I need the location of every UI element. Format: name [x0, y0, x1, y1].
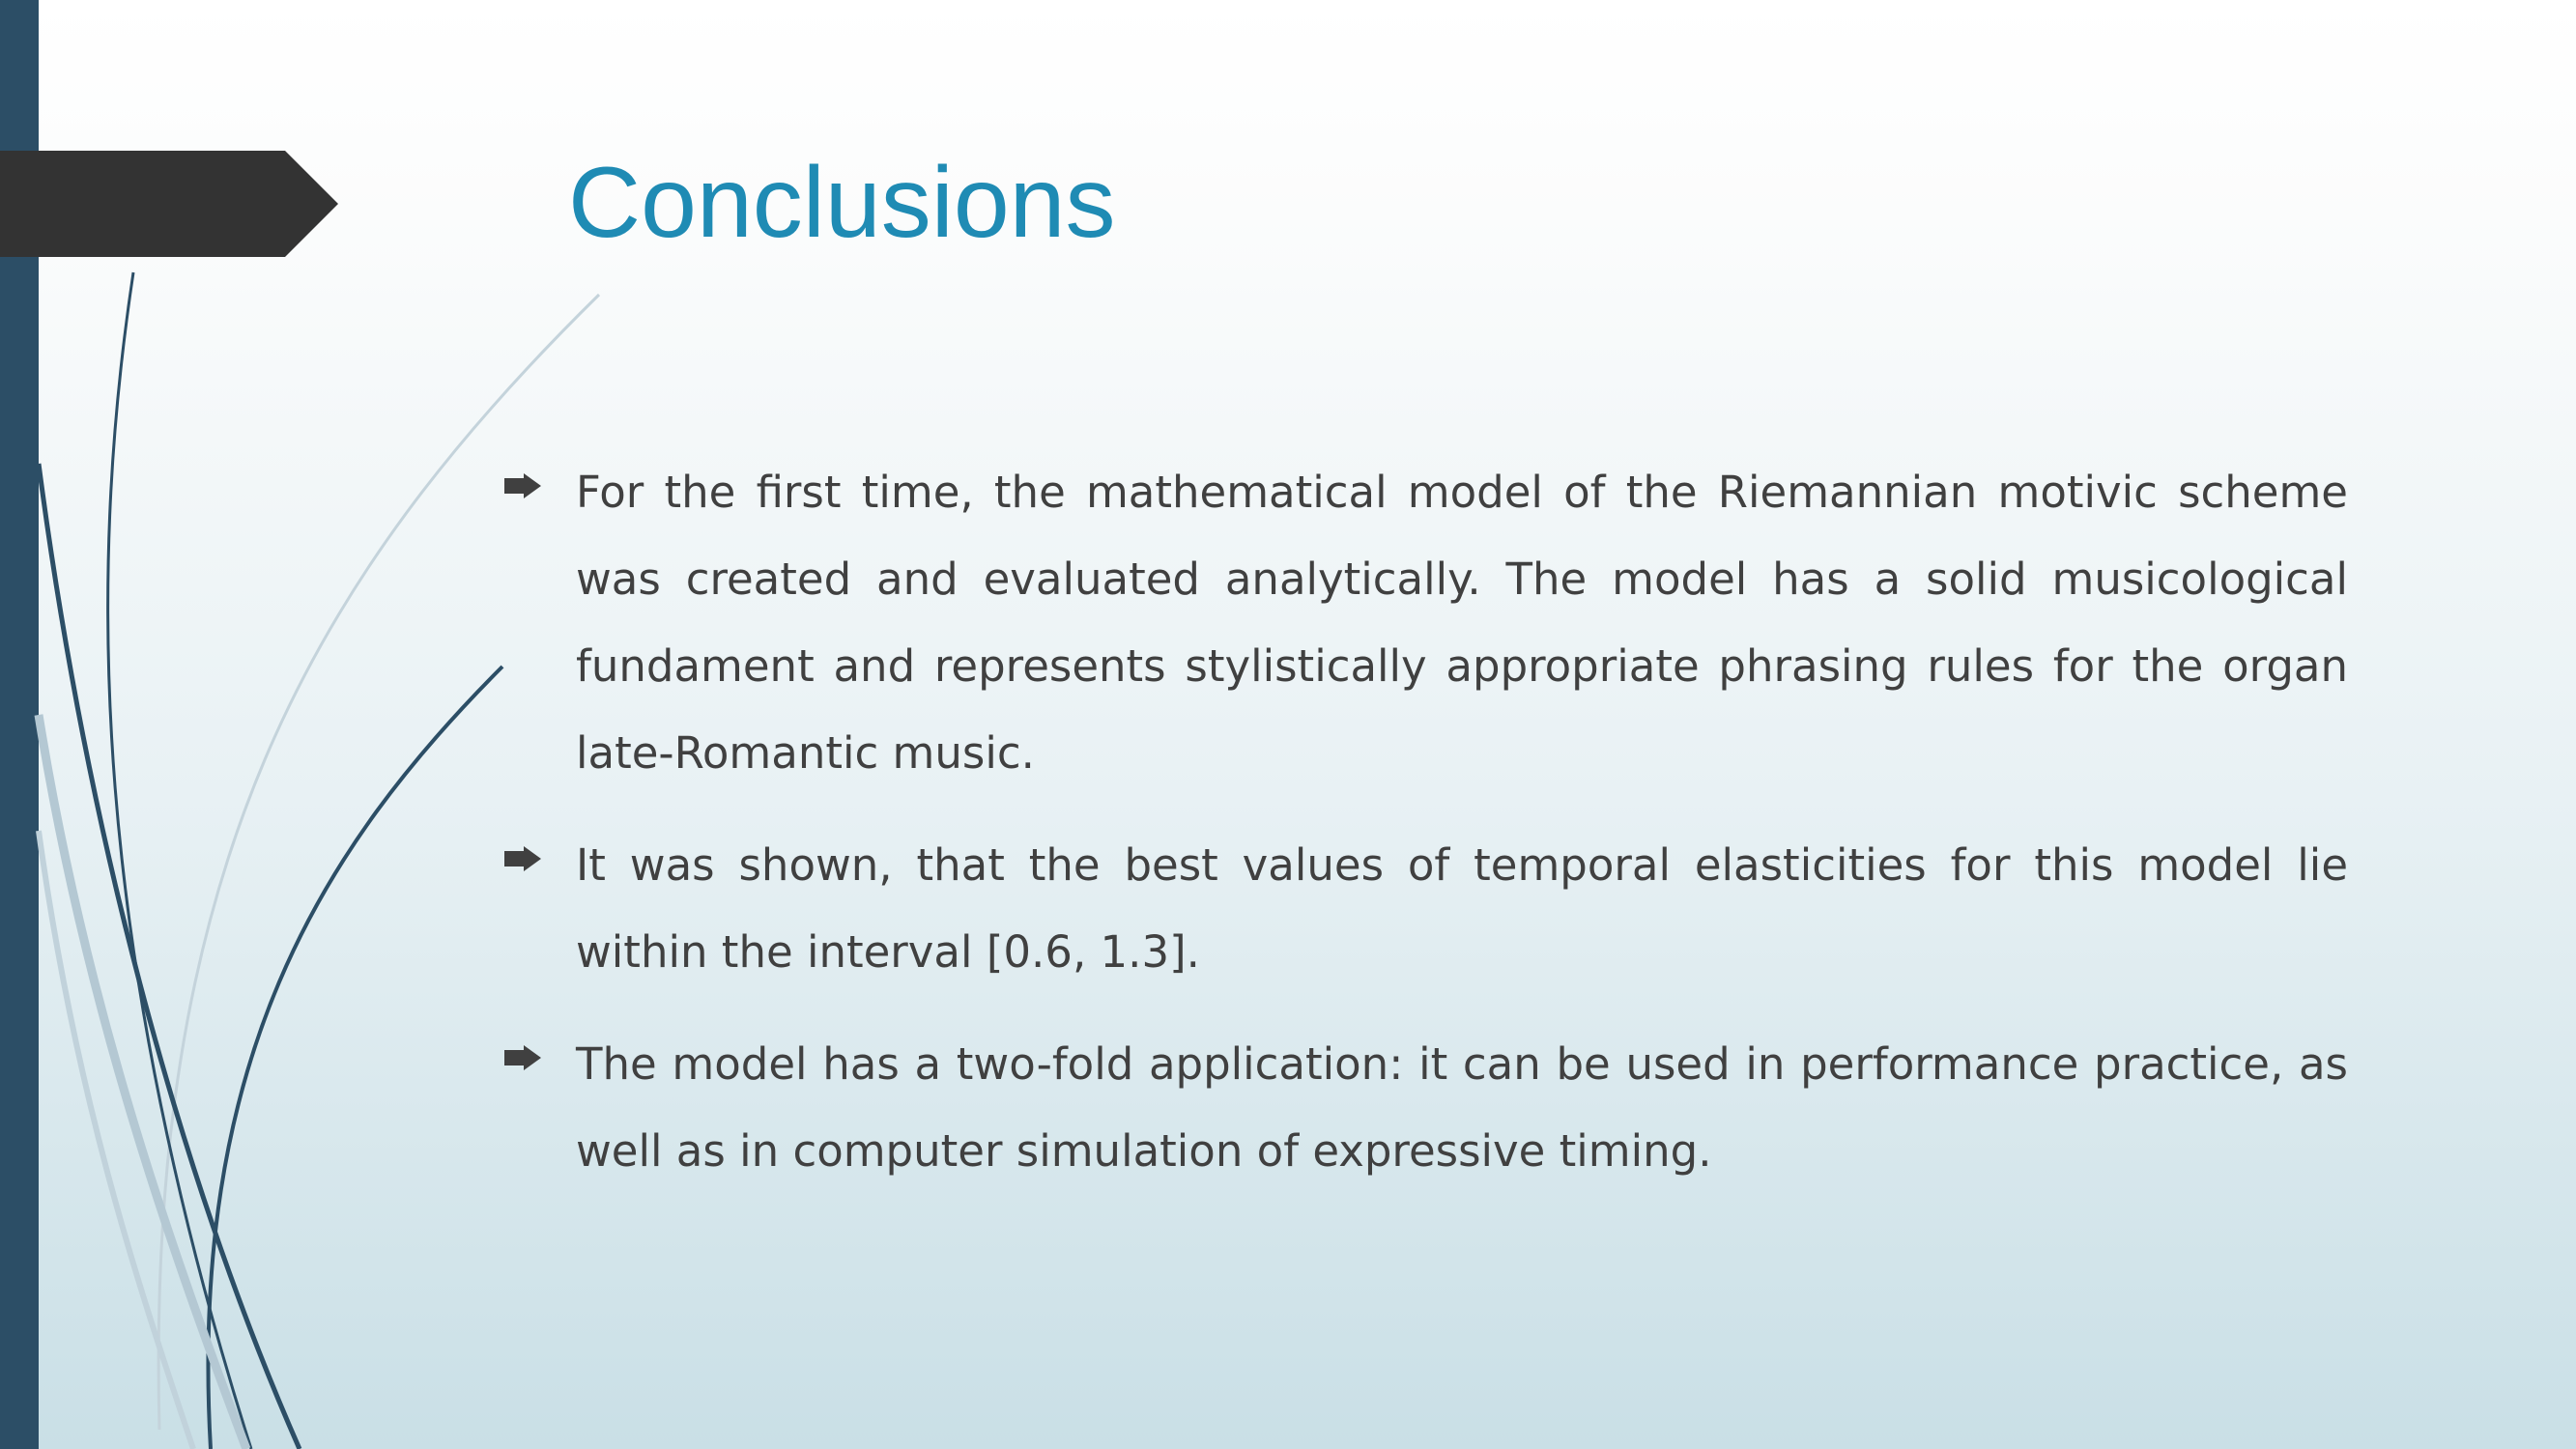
bullet-list [502, 449, 2348, 1220]
bullet-text: For the first time, the mathematical model of the Riemannian motivic scheme was created and evaluated analytically. The model has a solid musicological fundament and represents stylistically appropriate phrasing rules for the organ late-Romantic music. [576, 467, 2348, 779]
arrow-right-icon [502, 845, 543, 872]
arrow-right-icon [502, 1044, 543, 1071]
bullet-item [502, 822, 2348, 996]
title-tab-shape [0, 151, 338, 257]
arrow-right-icon [502, 472, 543, 499]
slide-title: Conclusions [568, 147, 1116, 259]
bullet-text: The model has a two-fold application: it can be used in performance practice, as well as in computer simulation of expressive timing. [576, 1038, 2348, 1177]
bullet-item [502, 449, 2348, 797]
bullet-item [502, 1021, 2348, 1195]
bullet-text: It was shown, that the best values of temporal elasticities for this model lie within the interval [0.6, 1.3]. [576, 839, 2348, 978]
